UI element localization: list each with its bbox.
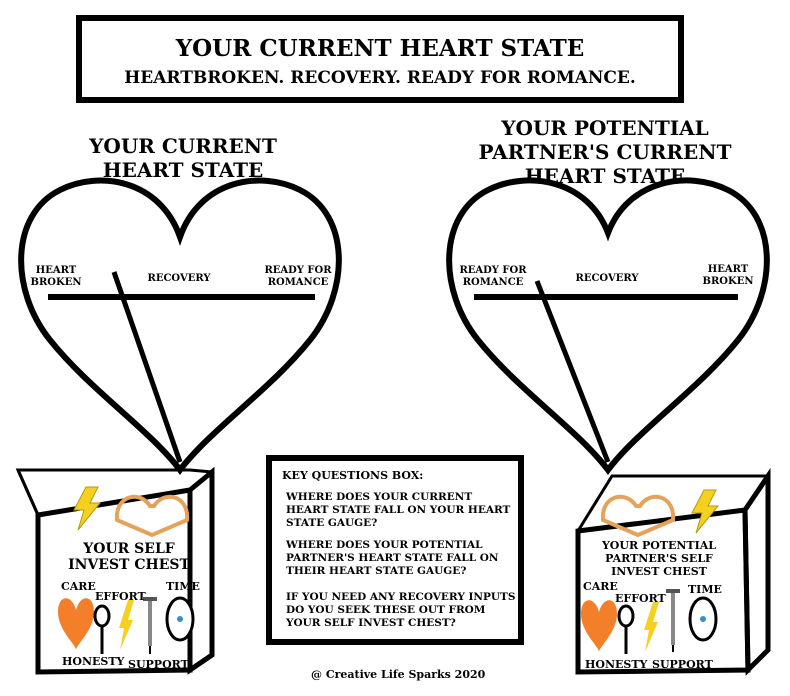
left-care-icon — [58, 598, 94, 650]
right-label-recovery: RECOVERY — [575, 273, 639, 284]
left-heart-outline — [21, 181, 339, 470]
left-care-label: CARE — [61, 580, 96, 593]
credit-text: @ Creative Life Sparks 2020 — [311, 668, 486, 681]
left-label-ready: READY FOR ROMANCE — [264, 265, 332, 288]
right-label-ready: READY FOR ROMANCE — [459, 265, 527, 288]
right-time-label: TIME — [688, 583, 722, 596]
left-time-label: TIME — [166, 580, 200, 593]
right-support-icon — [666, 589, 680, 652]
left-chest-title: YOUR SELF INVEST CHEST — [68, 541, 190, 573]
left-time-icon — [167, 598, 193, 640]
left-effort-label: EFFORT — [95, 590, 146, 603]
left-label-recovery: RECOVERY — [147, 273, 211, 284]
left-support-icon — [143, 597, 157, 654]
right-gauge-heading: YOUR POTENTIAL PARTNER'S CURRENT HEART STATE — [478, 116, 732, 188]
left-effort-icon — [95, 606, 109, 654]
right-support-label: SUPPORT — [652, 658, 713, 671]
key-questions-box — [266, 455, 524, 645]
right-heart-outline — [449, 180, 767, 470]
right-lightning-icon — [692, 490, 718, 533]
right-heart-icon — [603, 497, 673, 535]
right-care-label: CARE — [583, 580, 618, 593]
left-honesty-icon — [119, 600, 134, 650]
right-label-heart-broken: HEART BROKEN — [702, 264, 754, 287]
left-support-label: SUPPORT — [128, 658, 189, 671]
right-effort-icon — [619, 606, 633, 654]
right-time-icon — [690, 598, 716, 640]
left-label-heart-broken: HEART BROKEN — [30, 265, 82, 288]
left-honesty-label: HONESTY — [62, 655, 125, 668]
right-honesty-label: HONESTY — [585, 658, 648, 671]
right-chest-title: YOUR POTENTIAL PARTNER'S SELF INVEST CHEST — [601, 539, 717, 578]
question-3: IF YOU NEED ANY RECOVERY INPUTS DO YOU SEEK THESE OUT FROM YOUR SELF INVEST CHEST? — [286, 591, 516, 629]
question-2: WHERE DOES YOUR POTENTIAL PARTNER'S HEART STATE FALL ON THEIR HEART STATE GAUGE? — [286, 539, 499, 577]
right-honesty-icon — [644, 602, 659, 652]
left-gauge-heading: YOUR CURRENT HEART STATE — [89, 134, 277, 182]
right-care-icon — [581, 600, 617, 652]
left-lightning-icon — [74, 487, 100, 530]
right-effort-label: EFFORT — [615, 592, 666, 605]
question-1: WHERE DOES YOUR CURRENT HEART STATE FALL ON YOUR HEART STATE GAUGE? — [286, 491, 511, 529]
questions-title: KEY QUESTIONS BOX: — [282, 469, 424, 482]
page-title: YOUR CURRENT HEART STATE — [175, 35, 585, 62]
page-subtitle: HEARTBROKEN. RECOVERY. READY FOR ROMANCE. — [124, 68, 636, 88]
